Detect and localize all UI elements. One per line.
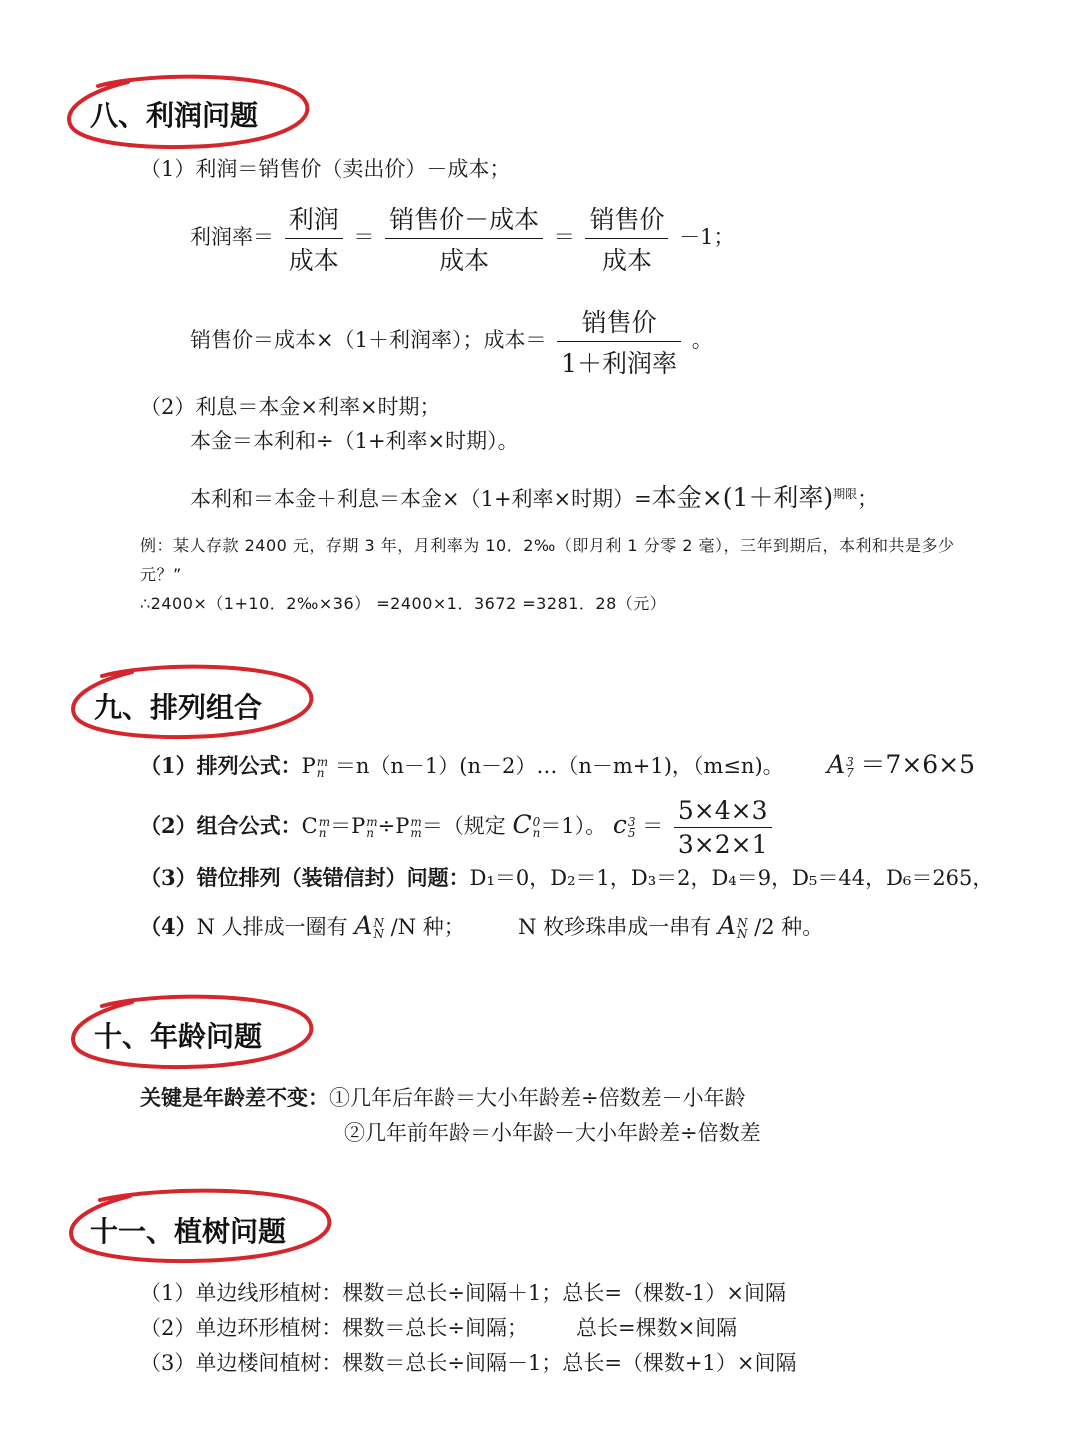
circular-arrangement-line: （4）N 人排成一圈有 A N N /N 种； N 枚珍珠串成一串有 A N N /2 种。 <box>140 911 824 941</box>
equals-sign: ＝ <box>553 225 575 249</box>
section-title-profit: 八、利润问题 <box>90 99 259 132</box>
interest-line: （2）利息＝本金×利率×时期； <box>140 395 441 419</box>
derangement-line: （3）错位排列（装错信封）问题：D₁＝0，D₂＝1，D₃＝2，D₄＝9，D₅＝44，D₆＝265， <box>140 865 994 890</box>
age-key-line: 关键是年龄差不变：①几年后年龄＝大小年龄差÷倍数差－小年龄 <box>140 1085 746 1110</box>
combination-formula: （2）组合公式：C m n ＝P m n ÷P m m ＝（规定 C 0 n ＝1）。 c 3 5 ＝ $\frac{5\times 4\times 3}{3\times 2\times 1}$ <box>140 796 776 859</box>
permutation-formula: （1）排列公式：P m n ＝n（n－1）(n－2）…（n－m+1)，（m≤n)。 A 3 7 ＝7×6×5 <box>140 750 976 780</box>
profit-line-1: （1）利润＝销售价（卖出价）－成本； <box>140 157 511 181</box>
example-line-1: 例：某人存款 2400 元，存期 3 年，月利率为 10．2‰（即月利 1 分零 2 毫），三年到期后，本利和共是多少 <box>140 536 955 555</box>
principal-line: 本金＝本利和÷（1+利率×时期）。 <box>190 429 519 453</box>
period: 。 <box>691 328 713 352</box>
age-line-2: ②几年前年龄＝小年龄－大小年龄差÷倍数差 <box>344 1121 761 1145</box>
tree-line-1: （1）单边线形植树：棵数＝总长÷间隔＋1；总长=（棵数-1）×间隔 <box>140 1281 786 1305</box>
section-title-permutation: 九、排列组合 <box>94 691 263 724</box>
profit-rate-formula <box>190 200 735 277</box>
fraction-cost: $\frac{\text{销售价}}{\text{1＋利润率}}$ <box>557 303 681 380</box>
example-line-2: 元？” <box>140 565 182 584</box>
price-formula <box>190 303 713 380</box>
tree-line-2: （2）单边环形植树：棵数＝总长÷间隔； 总长=棵数×间隔 <box>140 1316 738 1340</box>
fraction-combination: $\frac{5\times 4\times 3}{3\times 2\times 1}$ <box>674 796 772 859</box>
example-line-3: ∴2400×（1+10．2‰×36） =2400×1．3672 =3281．28（元） <box>140 594 667 613</box>
fraction-price-minus-cost: $\frac{\text{销售价－成本}}{\text{成本}}$ <box>385 200 543 277</box>
section-title-age: 十、年龄问题 <box>94 1020 263 1053</box>
price-eq-text: 销售价＝成本×（1＋利润率）；成本＝ <box>190 328 547 352</box>
tree-line-3: （3）单边楼间植树：棵数＝总长÷间隔－1；总长=（棵数+1）×间隔 <box>140 1351 797 1375</box>
rate-label: 利润率＝ <box>190 225 274 249</box>
minus-one: －1； <box>679 225 735 249</box>
section-title-tree: 十一、植树问题 <box>90 1215 287 1248</box>
equals-sign: ＝ <box>353 225 375 249</box>
fraction-price-cost: $\frac{\text{销售价}}{\text{成本}}$ <box>585 200 668 277</box>
fraction-profit-cost: $\frac{\text{利润}}{\text{成本}}$ <box>285 200 343 277</box>
total-line: 本利和＝本金＋利息＝本金×（1+利率×时期）=本金×(1＋利率)$^{期限}$； <box>190 483 879 512</box>
